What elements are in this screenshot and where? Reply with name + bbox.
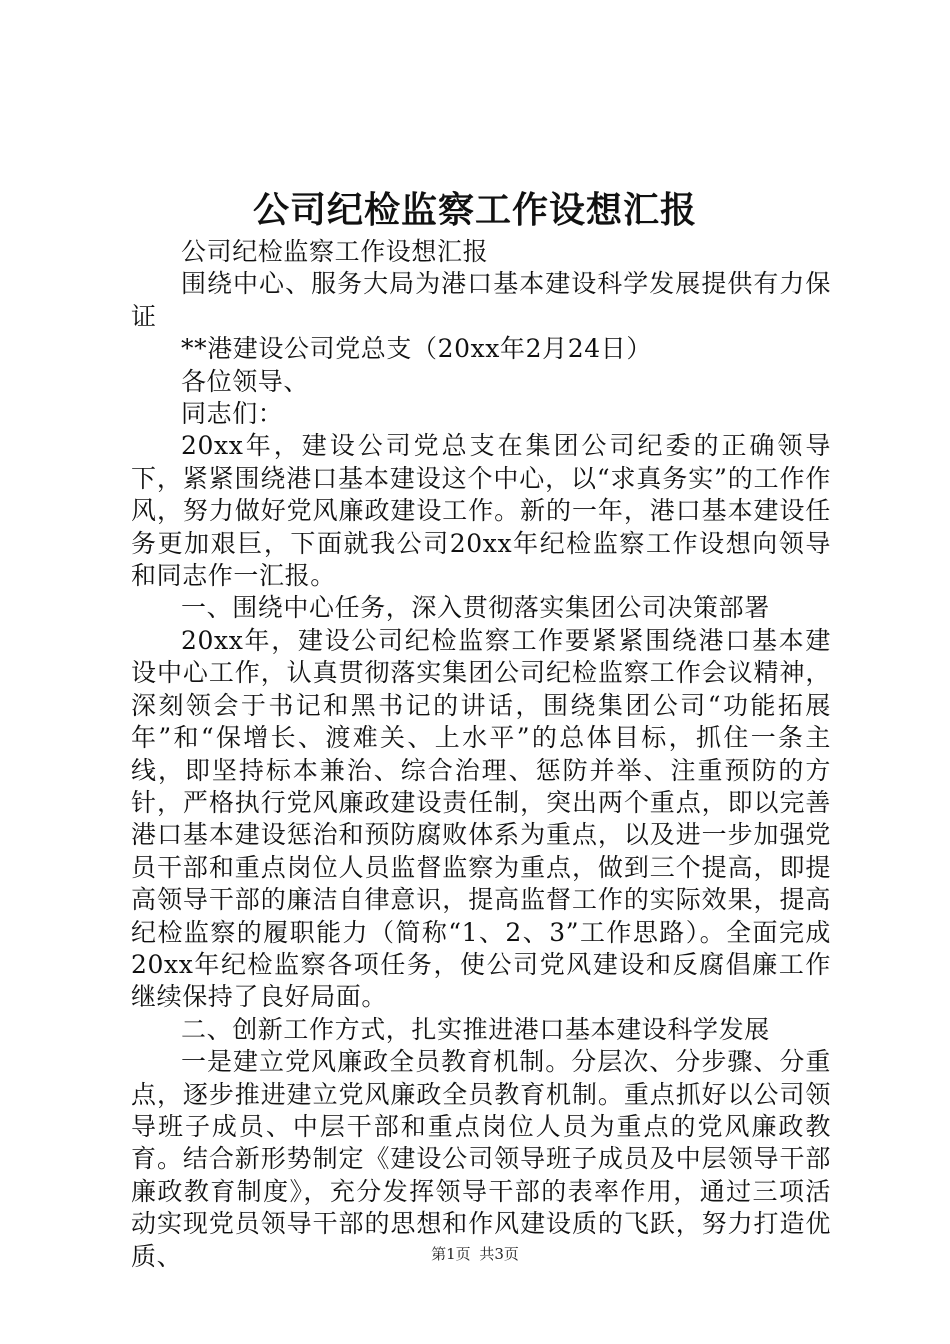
section-heading: 二、创新工作方式，扎实推进港口基本建设科学发展: [181, 1014, 770, 1044]
body-paragraph: 同志们：: [181, 399, 284, 429]
body-paragraph: **港建设公司党总支（20xx年2月24日）: [181, 334, 652, 364]
body-paragraph: 20xx年，建设公司纪检监察工作要紧紧围绕港口基本建设中心工作，认真贯彻落实集团公司纪检监察工作会议精神，深刻领会于书记和黑书记的讲话，围绕集团公司“功能拓展年”和“保增长、渡难关、上水平”的总体目标，抓住一条主线，即坚持标本兼治、综合治理、惩防并举、注重预防的方针，严格执行党风廉政建设责任制，突出两个重点，即以完善港口基本建设惩治和预防腐败体系为重点，以及进一步加强党员干部和重点岗位人员监督监察为重点，做到三个提高，即提高领导干部的廉洁自律意识，提高监督工作的实际效果，提高纪检监察的履职能力（简称“1、2、3”工作思路）。全面完成20xx年纪检监察各项任务，使公司党风建设和反腐倡廉工作继续保持了良好局面。: [131, 625, 831, 1012]
body-paragraph: 公司纪检监察工作设想汇报: [181, 237, 489, 266]
document-body: [131, 236, 831, 1273]
page-number: 第1页: [431, 1245, 471, 1263]
body-paragraph: 一是建立党风廉政全员教育机制。分层次、分步骤、分重点，逐步推进建立党风廉政全员教育机制。重点抓好以公司领导班子成员、中层干部和重点岗位人员为重点的党风廉政教育。结合新形势制定《建设公司领导班子成员及中层领导干部廉政教育制度》，充分发挥领导干部的表率作用，通过三项活动实现党员领导干部的思想和作风建设质的飞跃，努力打造优质、: [131, 1047, 831, 1271]
body-paragraph: 20xx年，建设公司党总支在集团公司纪委的正确领导下，紧紧围绕港口基本建设这个中心，以“求真务实”的工作作风，努力做好党风廉政建设工作。新的一年，港口基本建设任务更加艰巨，下面就我公司20xx年纪检监察工作设想向领导和同志作一汇报。: [131, 431, 831, 591]
section-heading: 一、围绕中心任务，深入贯彻落实集团公司决策部署: [181, 593, 770, 623]
document-title: 公司纪检监察工作设想汇报: [252, 189, 697, 231]
body-paragraph: 各位领导、: [181, 366, 310, 396]
page-total: 共3页: [479, 1245, 519, 1263]
page-footer: [0, 1244, 950, 1264]
body-paragraph: 围绕中心、服务大局为港口基本建设科学发展提供有力保证: [131, 269, 831, 331]
